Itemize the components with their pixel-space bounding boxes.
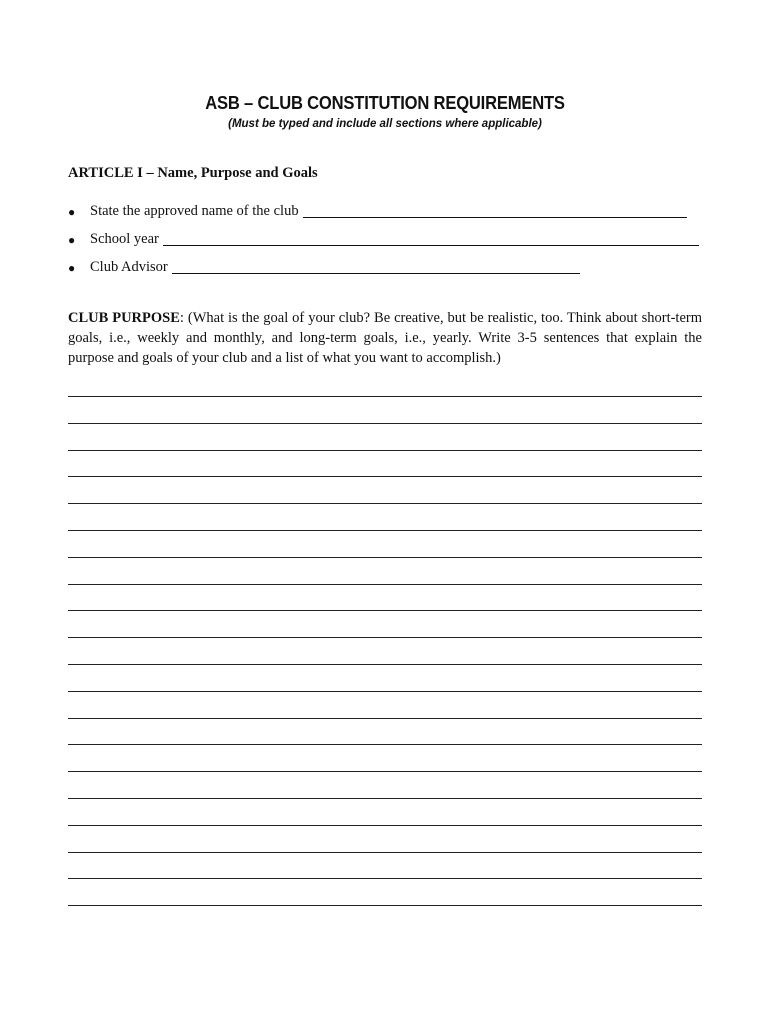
bullet-label: School year (90, 231, 159, 247)
writing-line[interactable] (68, 610, 702, 611)
bullet-item-club-advisor (68, 256, 580, 276)
article-heading: ARTICLE I – Name, Purpose and Goals (68, 165, 318, 181)
bullet-item-school-year (68, 228, 699, 248)
club-purpose-label: CLUB PURPOSE (68, 310, 180, 326)
club-name-fill-line[interactable] (303, 203, 687, 218)
bullet-icon: ● (68, 205, 76, 219)
writing-line[interactable] (68, 664, 702, 665)
writing-line[interactable] (68, 423, 702, 424)
page-subtitle: (Must be typed and include all sections where applicable) (228, 118, 542, 130)
writing-line[interactable] (68, 718, 702, 719)
bullet-item-club-name (68, 200, 687, 220)
writing-line[interactable] (68, 852, 702, 853)
writing-line[interactable] (68, 503, 702, 504)
school-year-fill-line[interactable] (163, 231, 699, 246)
writing-line[interactable] (68, 905, 702, 906)
writing-line[interactable] (68, 637, 702, 638)
writing-line[interactable] (68, 771, 702, 772)
writing-line[interactable] (68, 798, 702, 799)
writing-line[interactable] (68, 557, 702, 558)
bullet-icon: ● (68, 233, 76, 247)
writing-line[interactable] (68, 744, 702, 745)
page-title: ASB – CLUB CONSTITUTION REQUIREMENTS (205, 93, 565, 113)
writing-line[interactable] (68, 530, 702, 531)
bullet-icon: ● (68, 261, 76, 275)
writing-line[interactable] (68, 476, 702, 477)
club-advisor-fill-line[interactable] (172, 259, 580, 274)
bullet-label: State the approved name of the club (90, 203, 299, 219)
writing-line[interactable] (68, 584, 702, 585)
writing-line[interactable] (68, 691, 702, 692)
writing-line[interactable] (68, 450, 702, 451)
club-purpose-instructions: : (What is the goal of your club? Be creative, but be realistic, too. Think about short-term goals, i.e., weekly and monthly, and long-term goals, i.e., yearly. Write 3-5 sentences that explain the purpose and goals of your club and a list of what you want to accomplish.) (68, 310, 702, 366)
writing-line[interactable] (68, 825, 702, 826)
bullet-label: Club Advisor (90, 259, 168, 275)
writing-line[interactable] (68, 396, 702, 397)
club-purpose-paragraph (68, 308, 702, 368)
writing-line[interactable] (68, 878, 702, 879)
